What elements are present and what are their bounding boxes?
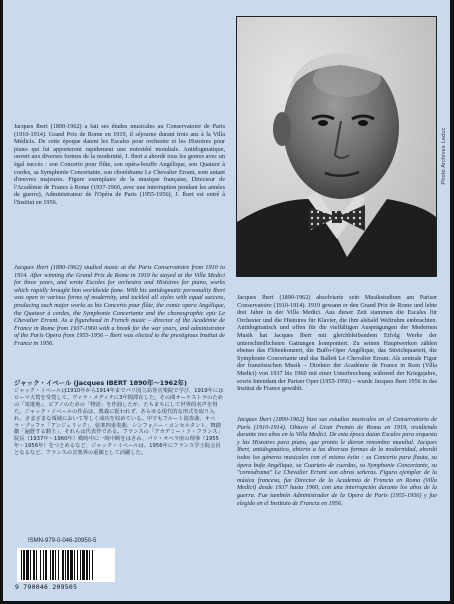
- biography-german: Jacques Ibert (1890-1962) absolvierte sein Musikstudium am Pariser Conservatoire (1910-1914). 1919 gewann er den Grand Prix de Rome und lebte drei Jahre in der Villa Medici. Aus dieser Zeit stammen die Escales für Orchester und die Histoires für Klavier, die ihm alsbald Weltruhm einbrachten. Antidogmatisch und offen für die vielfältigen Ausprägungen der Modernen Musik hat Jacques Ibert mit gleichbleibendem Erfolg Werke der unterschiedlichsten Gattungen komponiert. Zu seinen Hauptwerken zählen ebenso das Flötenkonzert, die Buffo-Oper Angélique, das Streichquartett, die Symphonie Concertante und das Ballett Le Chevalier Errant. Als zentrale Figur der französischen Musik – Direktor der Académie de France in Rom (Villa Medici) von 1937 bis 1960 mit einer Unterbrechung während der Kriegsjahre, sowie Intendant der Pariser Oper (1955-1956) – wurde Jacques Ibert 1956 in das Institut de France gewählt.: [237, 294, 437, 393]
- photo-credit-text: Photo Archives Leduc: [441, 127, 447, 185]
- barcode-bar: [40, 550, 41, 580]
- page-edge-left: [0, 0, 3, 604]
- barcode-bar: [55, 550, 56, 580]
- biography-french: Jacques Ibert (1890-1962) a fait ses études musicales au Conservatoire de Paris (1910-1914). Grand Prix de Rome en 1919, il séjourne durant trois ans à la Villa Médicis. De cette époque datent les Escales pour orchestre et les Histoires pour piano qui lui apporteront rapidement une notoriété mondiale. Antidogmatique, ouvert aux diverses formes de la modernité, J. Ibert a abordé tous les genres avec un égal succès : son Concerto pour flûte, son opéra-bouffe Angélique, son Quatuor à cordes, sa Symphonie Concertante, son chorédrame Le Chevalier Errant, sont autant d'œuvres majeures. Figure exemplaire de la musique française, Directeur de l'Académie de France à Rome (1937-1960, avec une interruption pendant les années de guerre), Administrateur de l'Opéra de Paris (1955-1956), J. Ibert est entré à l'Institut en 1956.: [14, 123, 225, 206]
- barcode-bar: [50, 550, 51, 580]
- barcode-bar: [62, 550, 64, 580]
- barcode-bar: [45, 550, 47, 580]
- barcode-bar: [70, 550, 73, 580]
- barcode-bar: [43, 550, 44, 580]
- barcode-bar: [82, 550, 85, 580]
- biography-japanese: ジャック・イベールは1910年から1914年までパリ国立高等音楽院で学び、1919年にはローマ大賞を受賞して、ヴィラ・メディチに3年間滞在した。その間オーケストラのための「寄港地」、ピアノのための「物語」を作曲したが、たちまちにして世界的名声を得た。ジャック・イベールの作品は、教義に捉われず、あらゆる現代的な形式を取り入れ、さまざまな領域において等しく成功を収めている。中でもフルート協奏曲、オペラ・ブッファ「アンジェリック」、弦楽四重奏曲、シンフォニー・コンセルタント、舞踏劇「遍歴する騎士」、それらは代表作である。フランスの「アカデミー・ド・フランス」院長（1937年〜1960年）戦時中に一時中断をはさみ、パリ・オペラ座の理事（1955年〜1956年）をつとめるなど、ジャック・イベールは、1956年にフランス学士院会員となるなど、フランスの音楽界の重鎮として活躍した。: [14, 388, 224, 457]
- barcode: [17, 548, 115, 582]
- barcode-bar: [30, 550, 31, 580]
- biography-spanish: Jacques Ibert (1890-1962) hizo sus estudios musicales en el Conservatorio de París (1910-1914). Obtuvo el Gran Premio de Roma en 1919, residiendo durante tres años en la Villa Medici. De esta época datan Escales para orquesta y las Histoires para piano, que pronto le dieron renombre mundial. Jacques Ibert, antidogmático, abierto a las diversas formas de la modernidad, abordó todos los géneros musicales con el mismo éxito : su Concerto para flauta, su ópera bufa Angélique, su Cuarteto de cuerdas, su Symphonie Concertante, su "coreodrama" Le Chevalier Errant son obras señeras. Figura ejemplar de la música francesa, fue Director de la Academia de Francia en Roma (Villa Medici) desde 1937 hasta 1960, con una interrupción durante los años de la guerra. Fue también Administrador de la Opera de Paris (1955-1956) y fue elegido en el Instituto de Francia en 1956.: [237, 416, 437, 507]
- barcode-bar: [65, 550, 66, 580]
- barcode-number: 9 790046 209505: [15, 583, 78, 591]
- portrait-illustration: [237, 17, 436, 276]
- barcode-bar: [80, 550, 81, 580]
- barcode-bar: [86, 550, 88, 580]
- barcode-bar: [77, 550, 78, 580]
- barcode-bar: [92, 550, 93, 580]
- barcode-bar: [33, 550, 35, 580]
- biography-english: Jacques Ibert (1890-1962) studied music at the Paris Conservatoire from 1910 to 1914. After winning the Grand Prix de Rome in 1919 he stayed at the Villa Medici for three years, and wrote Escales for orchestra and Histoires for piano, works which rapidly brought him worldwide fame. With his antidogmatic personality Ibert was open to various forms of modernity, and tackled all styles with equal success, producing such major works as his Concerto pour flûte, the comic opera Angélique, the Quatuor à cordes, the Symphonie Concertante and the choreographic epic Le Chevalier Errant. As a figurehead in French music – director of the Académie de France in Rome from 1937-1960 with a break for the war years, and administrator of the Paris Opera from 1955-1956 – Ibert was elected to the prestigious Institut de France in 1956.: [14, 264, 225, 347]
- barcode-bar: [21, 550, 22, 580]
- photo-credit: [437, 85, 451, 235]
- composer-portrait-photo: [236, 16, 437, 277]
- barcode-bar: [58, 550, 59, 580]
- barcode-bar: [52, 550, 54, 580]
- barcode-bars: [17, 548, 115, 582]
- barcode-bar: [26, 550, 29, 580]
- ismn-label: ISMN-979-0-046-20950-5: [28, 538, 97, 544]
- barcode-bar: [89, 550, 90, 580]
- barcode-bar: [36, 550, 37, 580]
- barcode-bar: [74, 550, 75, 580]
- barcode-bar: [23, 550, 25, 580]
- barcode-bar: [67, 550, 69, 580]
- biography-japanese-heading: ジャック・イベール (Jacques IBERT 1890年〜1962年): [14, 379, 187, 387]
